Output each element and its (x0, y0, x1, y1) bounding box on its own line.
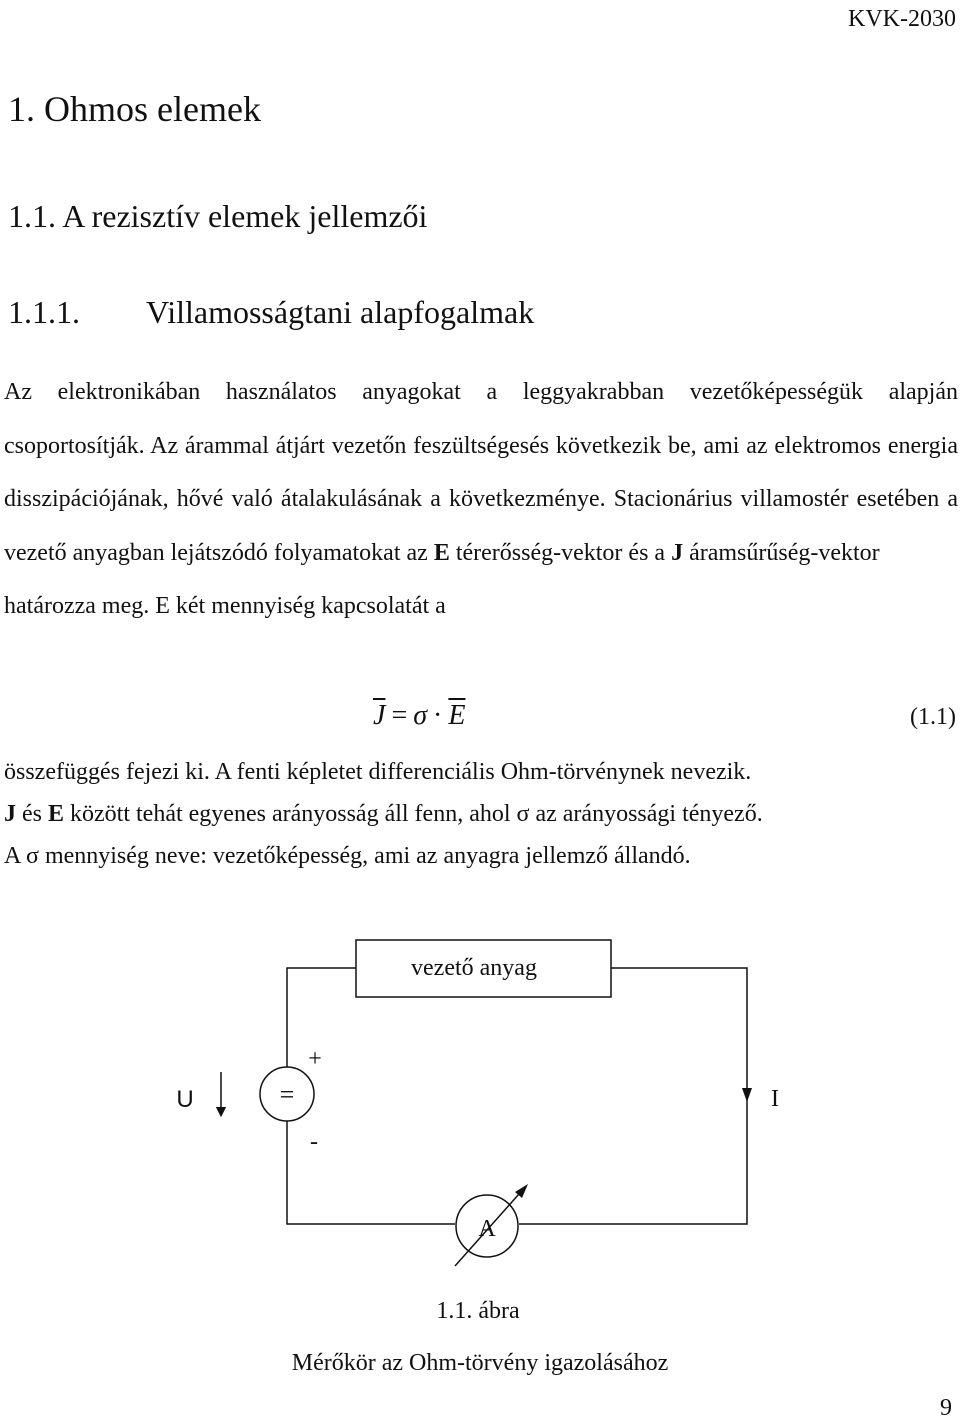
ammeter-label: A (478, 1216, 496, 1242)
current-label: I (771, 1086, 779, 1112)
voltage-label: U (176, 1086, 194, 1113)
para1-text-2: térerősség-vektor és a (449, 539, 672, 566)
equation-number: (1.1) (910, 704, 956, 730)
para2-line-1: összefüggés fejezi ki. A fenti képletet differenciális Ohm-törvénynek nevezik. (4, 759, 752, 785)
chapter-heading: 1. Ohmos elemek (8, 89, 261, 129)
section-heading: 1.1. A rezisztív elemek jellemzői (8, 198, 428, 234)
vector-j-bold: J (671, 539, 684, 566)
subsection-number: 1.1.1. (8, 294, 80, 330)
plus-sign: + (308, 1046, 322, 1072)
para2-line-3: A σ mennyiség neve: vezetőképesség, ami az anyagra jellemző állandó. (4, 843, 691, 869)
figure-number: 1.1. ábra (436, 1298, 520, 1324)
figure-caption: Mérőkör az Ohm-törvény igazolásához (291, 1350, 669, 1376)
para2-rest: között tehát egyenes arányosság áll fenn, ahol σ az arányossági tényező. (64, 801, 763, 827)
conductor-label: vezető anyag (411, 955, 537, 981)
subsection-title: Villamosságtani alapfogalmak (146, 294, 535, 330)
vector-e-bold: E (433, 539, 450, 566)
source-symbol: = (279, 1080, 295, 1109)
minus-sign: - (310, 1129, 318, 1155)
ohm-equation (373, 700, 465, 732)
vector-e-bold-2: E (48, 801, 65, 827)
para1-text-3: áramsűrűség-vektor (683, 539, 880, 566)
equation-dot: · (433, 700, 443, 731)
page-number: 9 (940, 1395, 952, 1421)
equation-lhs: $\overline{J}$ (373, 700, 386, 731)
equation-sigma: σ (413, 700, 428, 731)
intro-paragraph (4, 366, 958, 634)
explanation-paragraph (4, 751, 960, 877)
document-code: KVK-2030 (848, 6, 956, 32)
para1-text-1: Az elektronikában használatos anyagokat a leggyakrabban vezetőképességük alapján csoportosítják. Az árammal átjárt vezetőn feszültségesés következik be, ami az elektromos energia disszipációjának, hővé való átalakulásának a következménye. Stacionárius villamostér esetében a vezető anyagban lejátszódó folyamatokat az (4, 379, 958, 566)
para1-last-line: határozza meg. E két mennyiség kapcsolatát a (4, 593, 446, 619)
equation-equals: = (391, 700, 408, 731)
wire-right (519, 968, 747, 1224)
vector-j-bold-2: J (4, 801, 16, 827)
subsection-heading (8, 294, 534, 331)
para2-line-2 (4, 793, 960, 835)
equation-rhs: $\overline{E}$ (448, 700, 466, 731)
para2-mid: és (16, 801, 48, 827)
current-arrow (742, 1088, 752, 1102)
circuit-diagram (0, 930, 960, 1290)
